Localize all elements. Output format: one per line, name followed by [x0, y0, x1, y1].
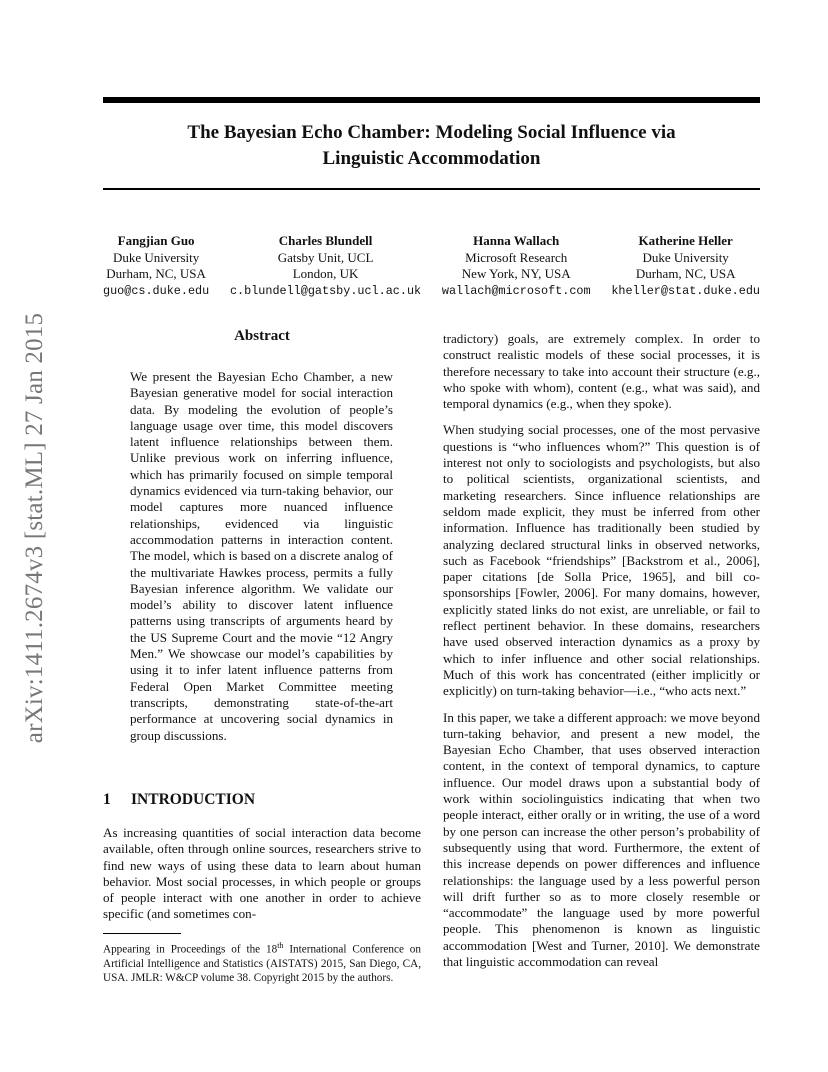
author-name: Charles Blundell [278, 233, 373, 248]
author-email[interactable]: kheller@stat.duke.edu [611, 283, 760, 298]
author-affiliation: Gatsby Unit, UCL [277, 249, 374, 265]
footnote-superscript: th [277, 941, 284, 950]
author-2 [230, 233, 421, 299]
author-affiliation: Microsoft Research [465, 249, 568, 265]
intro-paragraph-2: When studying social processes, one of the most pervasive questions is “who influences whom?” This question is of interest not only to sociologists and psychologists, but also to political scientists, organizational scientists, and marketing researchers. Since influence relationships are seldom made explicit, they must be inferred from other information. Influence has traditionally been studied by analyzing declared structural links in observed networks, such as Facebook “friendships” [Backstrom et al., 2006], paper citations [de Solla Price, 1965], and bill co-sponsorships [Fowler, 2006]. For many domains, however, explicitly stated links do not exist, are unreliable, or fail to reflect pertinent behavior. In these domains, researchers have used observed interaction dynamics as a proxy by which to infer influence and other social relationships. Much of this work has concentrated (either implicitly or explicitly) on turn-taking behavior—i.e., “who acts next.” [443, 422, 760, 699]
section-title: INTRODUCTION [131, 791, 256, 808]
author-1 [103, 233, 209, 299]
author-name: Hanna Wallach [473, 233, 560, 248]
author-location: London, UK [292, 266, 359, 281]
author-name: Katherine Heller [638, 233, 733, 248]
abstract-heading: Abstract [234, 328, 290, 344]
author-location: Durham, NC, USA [106, 266, 206, 281]
title-rule-bottom [103, 188, 760, 190]
author-block [103, 233, 760, 299]
author-email[interactable]: c.blundell@gatsby.ucl.ac.uk [229, 283, 422, 298]
author-4 [611, 233, 760, 299]
intro-paragraph-1-right: tradictory) goals, are extremely complex. In order to construct realistic models of these social processes, it is therefore necessary to take into account their structure (e.g., who spoke with whom), content (e.g., what was said), and temporal dynamics (e.g., when they spoke). [443, 331, 760, 412]
paper-title-line-2: Linguistic Accommodation [322, 148, 541, 169]
right-column [443, 331, 760, 980]
arxiv-sidebar-label: arXiv:1411.2674v3 [stat.ML] 27 Jan 2015 [21, 312, 48, 744]
author-location: Durham, NC, USA [635, 266, 736, 281]
section-number: 1 [103, 791, 111, 808]
footnote-prefix: Appearing in Proceedings of the 18 [103, 943, 278, 956]
author-name: Fangjian Guo [117, 233, 195, 248]
paper-title-line-1: The Bayesian Echo Chamber: Modeling Social Influence via [187, 122, 676, 143]
intro-paragraph-1-left: As increasing quantities of social interaction data become available, often through online sources, researchers strive to find new ways of using these data to learn about human behavior. Most social processes, in which people or groups of people interact with one another in order to achieve specific (and sometimes con- [103, 825, 421, 922]
footnote-suffix: International Conference on Artificial Intelligence and Statistics (AISTATS) 2015, San Diego, CA, USA. JMLR: W&CP volume 38. Copyright 2015 by the authors. [103, 943, 421, 984]
intro-paragraph-3: In this paper, we take a different approach: we move beyond turn-taking behavior, and present a new model, the Bayesian Echo Chamber, that uses observed interaction content, in the context of temporal dynamics, to capture influence. Our model draws upon a substantial body of work within sociolinguistics indicating that when two people interact, either orally or in writing, the use of a word by one person can increase the other person’s probability of subsequently using that word. Furthermore, the extent of this increase depends on power differences and influence relationships: the language used by a less powerful person will drift further so as to more closely resemble or “accommodate” the language used by more powerful people. This phenomenon is known as linguistic accommodation [West and Turner, 2010]. We demonstrate that linguistic accommodation can reveal [443, 709, 760, 969]
author-email[interactable]: wallach@microsoft.com [441, 283, 591, 298]
footnote-rule [103, 933, 181, 934]
section-heading [103, 791, 255, 809]
author-affiliation: Duke University [642, 249, 729, 265]
footnote [103, 939, 421, 985]
author-affiliation: Duke University [112, 249, 200, 265]
author-location: New York, NY, USA [461, 266, 571, 281]
title-rule-top [103, 97, 760, 103]
paper-title [103, 120, 760, 172]
abstract-text: We present the Bayesian Echo Chamber, a new Bayesian generative model for social interaction data. By modeling the evolution of people’s language usage over time, this model discovers latent influence relationships between them. Unlike previous work on inferring influence, which has primarily focused on simple temporal dynamics evidenced via turn-taking behavior, our model captures more nuanced influence relationships, evidenced via linguistic accommodation patterns in interaction content. The model, which is based on a discrete analog of the multivariate Hawkes process, permits a fully Bayesian inference algorithm. We validate our model’s ability to discover latent influence patterns using transcripts of arguments heard by the US Supreme Court and the movie “12 Angry Men.” We showcase our model’s capabilities by using it to infer latent influence patterns from Federal Open Market Committee meeting transcripts, demonstrating state-of-the-art performance at uncovering social dynamics in group discussions. [130, 369, 393, 743]
author-3 [442, 233, 591, 299]
author-email[interactable]: guo@cs.duke.edu [103, 283, 210, 298]
